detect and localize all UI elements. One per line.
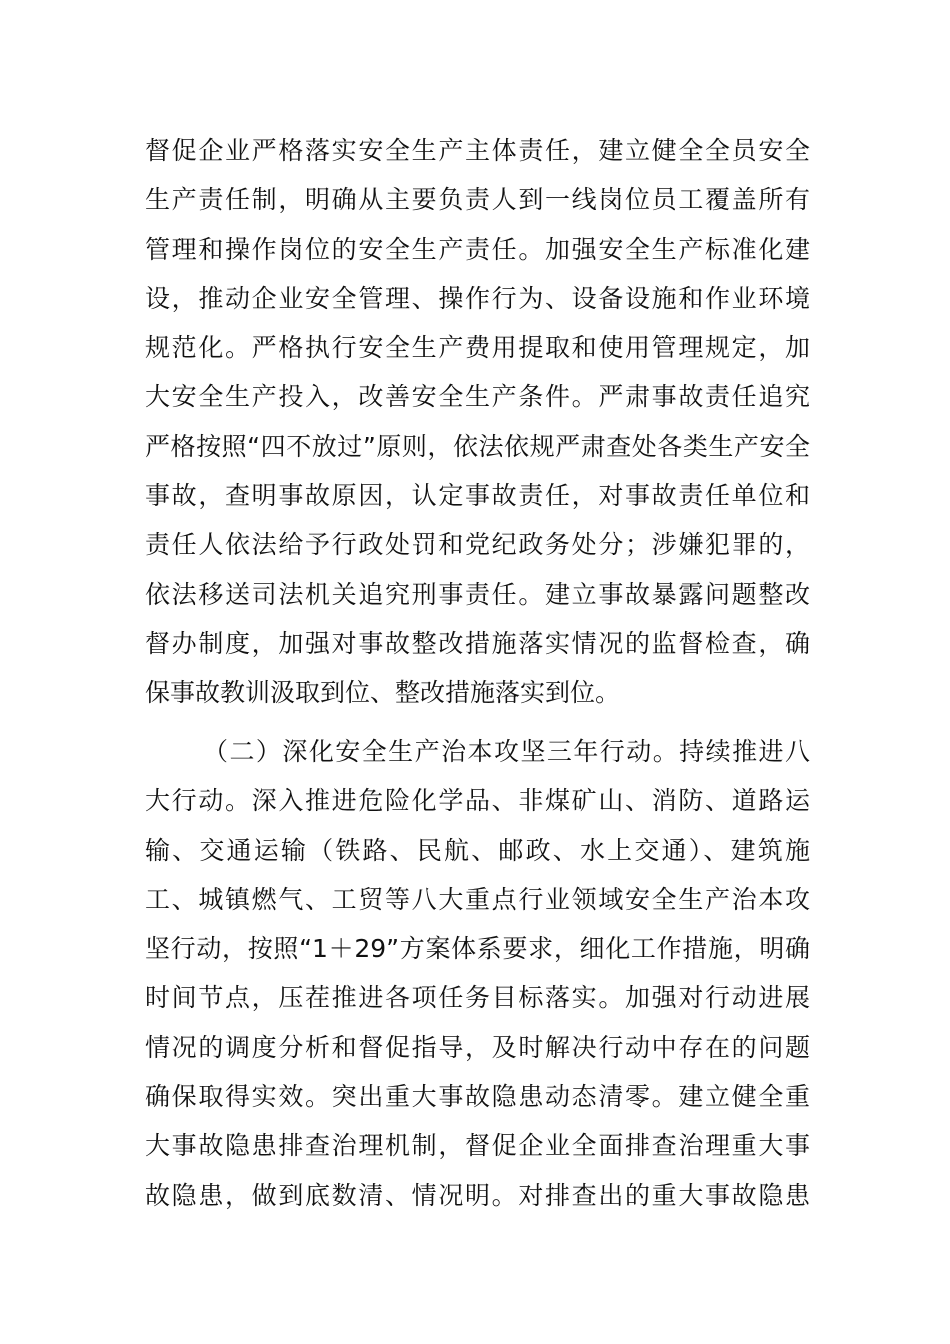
text-line: 严格按照“四不放过”原则，依法依规严肃查处各类生产安全 xyxy=(145,431,810,461)
text-line: 大行动。深入推进危险化学品、非煤矿山、消防、道路运 xyxy=(145,786,810,816)
text-line: 管理和操作岗位的安全生产责任。加强安全生产标准化建 xyxy=(145,234,810,264)
text-line: 保事故教训汲取到位、整改措施落实到位。 xyxy=(145,678,621,708)
text-line: 坚行动，按照“1＋29”方案体系要求，细化工作措施，明确 xyxy=(145,934,810,964)
text-line: 确保取得实效。突出重大事故隐患动态清零。建立健全重 xyxy=(145,1082,810,1112)
text-line: 规范化。严格执行安全生产费用提取和使用管理规定，加 xyxy=(145,333,810,363)
text-line: 生产责任制，明确从主要负责人到一线岗位员工覆盖所有 xyxy=(145,185,810,215)
paragraph-safety-responsibility xyxy=(145,126,810,718)
text-line: 事故，查明事故原因，认定事故责任，对事故责任单位和 xyxy=(145,481,810,511)
text-line: 工、城镇燃气、工贸等八大重点行业领域安全生产治本攻 xyxy=(145,884,810,914)
text-line: 时间节点，压茬推进各项任务目标落实。加强对行动进展 xyxy=(145,983,810,1013)
text-line: 情况的调度分析和督促指导，及时解决行动中存在的问题 xyxy=(145,1032,810,1062)
text-line: 督办制度，加强对事故整改措施落实情况的监督检查，确 xyxy=(145,628,810,658)
text-line: 输、交通运输（铁路、民航、邮政、水上交通）、建筑施 xyxy=(145,835,810,865)
text-line: 依法移送司法机关追究刑事责任。建立事故暴露问题整改 xyxy=(145,579,810,609)
text-line: 督促企业严格落实安全生产主体责任，建立健全全员安全 xyxy=(145,136,810,165)
paragraph-three-year-action xyxy=(145,727,810,1220)
text-line: 设，推动企业安全管理、操作行为、设备设施和作业环境 xyxy=(145,283,810,313)
text-line: 责任人依法给予行政处罚和党纪政务处分；涉嫌犯罪的， xyxy=(145,530,810,560)
text-line: 故隐患，做到底数清、情况明。对排查出的重大事故隐患 xyxy=(145,1180,810,1210)
text-line: 大事故隐患排查治理机制，督促企业全面排查治理重大事 xyxy=(145,1131,810,1161)
text-line: 大安全生产投入，改善安全生产条件。严肃事故责任追究 xyxy=(145,382,810,412)
section-heading-line: （二）深化安全生产治本攻坚三年行动。持续推进八 xyxy=(203,737,810,766)
